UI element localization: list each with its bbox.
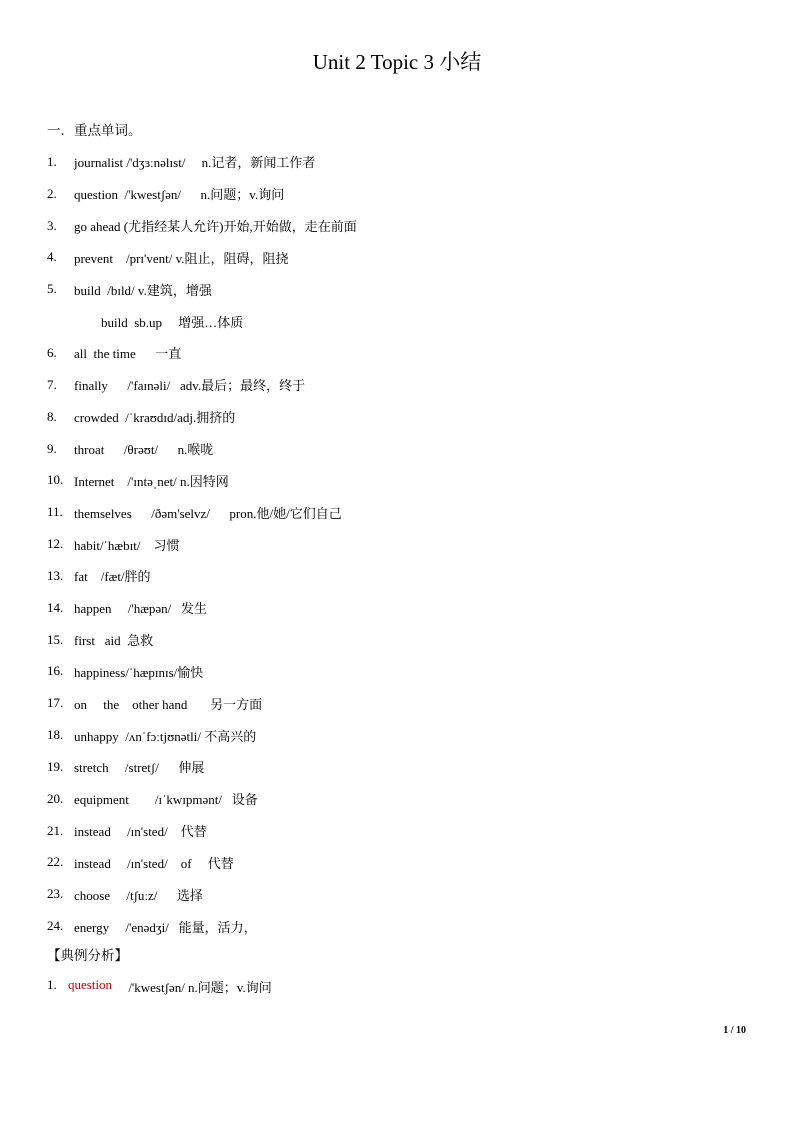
item-number: 17. [47, 695, 64, 711]
word-item [47, 178, 747, 210]
item-text: build /bɪld/ v.建筑，增强 [74, 282, 212, 298]
item-number: 14. [47, 599, 64, 615]
item-number: 23. [47, 886, 64, 902]
item-text: happiness/ˈhæpɪnɪs/愉快 [74, 664, 204, 680]
page-number: 1 / 10 [723, 1025, 746, 1036]
word-item [47, 560, 747, 592]
word-item [47, 719, 747, 751]
item-number: 20. [47, 790, 64, 806]
item-number: 12. [47, 536, 64, 552]
item-number: 15. [47, 631, 64, 647]
item-text: all the time 一直 [74, 346, 182, 362]
word-item [47, 656, 747, 688]
item-number: 6. [47, 344, 57, 360]
item-text: themselves /ðəm'selvz/ pron.他/她/它们自己 [74, 505, 342, 521]
word-item [47, 210, 747, 242]
word-item [47, 783, 747, 815]
item-number: 5. [47, 281, 57, 297]
item-number: 22. [47, 854, 64, 870]
item-text: unhappy /ʌnˈfɔːtjʊnətli/ 不高兴的 [74, 728, 257, 744]
item-number: 2. [47, 185, 57, 201]
item-text: stretch /stretʃ/ 伸展 [74, 760, 205, 776]
item-number: 19. [47, 758, 64, 774]
example-number: 1. [47, 977, 57, 992]
example-heading: 【典例分析】 [47, 948, 128, 963]
word-item [47, 847, 747, 879]
item-text: prevent /prɪ'vent/ v.阻止，阻碍，阻挠 [74, 250, 289, 266]
word-item [47, 592, 747, 624]
item-number: 4. [47, 249, 57, 265]
item-number: 11. [47, 504, 63, 520]
word-item [47, 273, 747, 305]
word-item [47, 401, 747, 433]
word-item [47, 687, 747, 719]
document-title: Unit 2 Topic 3 小结 [312, 50, 482, 74]
item-number: 1. [47, 153, 57, 169]
word-item [47, 910, 747, 942]
word-item [47, 305, 747, 337]
item-text: happen /'hæpən/ 发生 [74, 601, 208, 617]
item-text: go ahead (尤指经某人允许)开始,开始做，走在前面 [74, 219, 357, 235]
item-text: finally /'faɪnəli/ adv.最后；最终，终于 [74, 378, 306, 394]
item-number: 18. [47, 727, 64, 743]
item-number: 8. [47, 408, 57, 424]
item-text: journalist /'dʒɜːnəlɪst/ n.记者，新闻工作者 [74, 155, 316, 171]
word-item [47, 337, 747, 369]
item-number: 21. [47, 822, 64, 838]
word-item [47, 369, 747, 401]
item-text: question /'kwestʃən/ n.问题；v.询问 [74, 187, 285, 203]
section-heading: 一．重点单词。 [47, 123, 142, 138]
item-number: 3. [47, 217, 57, 233]
item-text: on the other hand 另一方面 [74, 696, 263, 712]
item-text: build sb.up 增强…体质 [101, 314, 244, 330]
item-number: 7. [47, 376, 57, 392]
word-item [47, 433, 747, 465]
word-list [47, 146, 747, 942]
item-text: fat /fæt/胖的 [74, 569, 151, 585]
word-item [47, 751, 747, 783]
item-number: 13. [47, 567, 64, 583]
word-item [47, 878, 747, 910]
item-number: 24. [47, 918, 64, 934]
item-text: instead /ɪn'sted/ 代替 [74, 824, 207, 840]
example-item [47, 977, 272, 996]
item-text: Internet /'ɪntəˌnet/ n.因特网 [74, 473, 229, 489]
item-number: 16. [47, 663, 64, 679]
item-text: instead /ɪn'sted/ of 代替 [74, 855, 234, 871]
item-text: habit/ˈhæbɪt/ 习惯 [74, 537, 180, 553]
word-item [47, 624, 747, 656]
word-item [47, 242, 747, 274]
item-text: first aid 急救 [74, 633, 154, 649]
example-definition: /'kwestʃən/ n.问题；v.询问 [112, 980, 272, 995]
item-text: equipment /ɪˈkwɪpmənt/ 设备 [74, 792, 258, 808]
item-number: 10. [47, 472, 64, 488]
word-item [47, 146, 747, 178]
word-item [47, 496, 747, 528]
item-text: choose /tʃuːz/ 选择 [74, 887, 203, 903]
item-number: 9. [47, 440, 57, 456]
item-text: throat /θrəʊt/ n.喉咙 [74, 442, 214, 458]
item-text: crowded /ˈkraʊdɪd/adj.拥挤的 [74, 410, 236, 426]
item-text: energy /'enədʒi/ 能量，活力， [74, 919, 257, 935]
word-item [47, 815, 747, 847]
example-keyword: question [68, 977, 113, 992]
word-item [47, 528, 747, 560]
word-item [47, 464, 747, 496]
